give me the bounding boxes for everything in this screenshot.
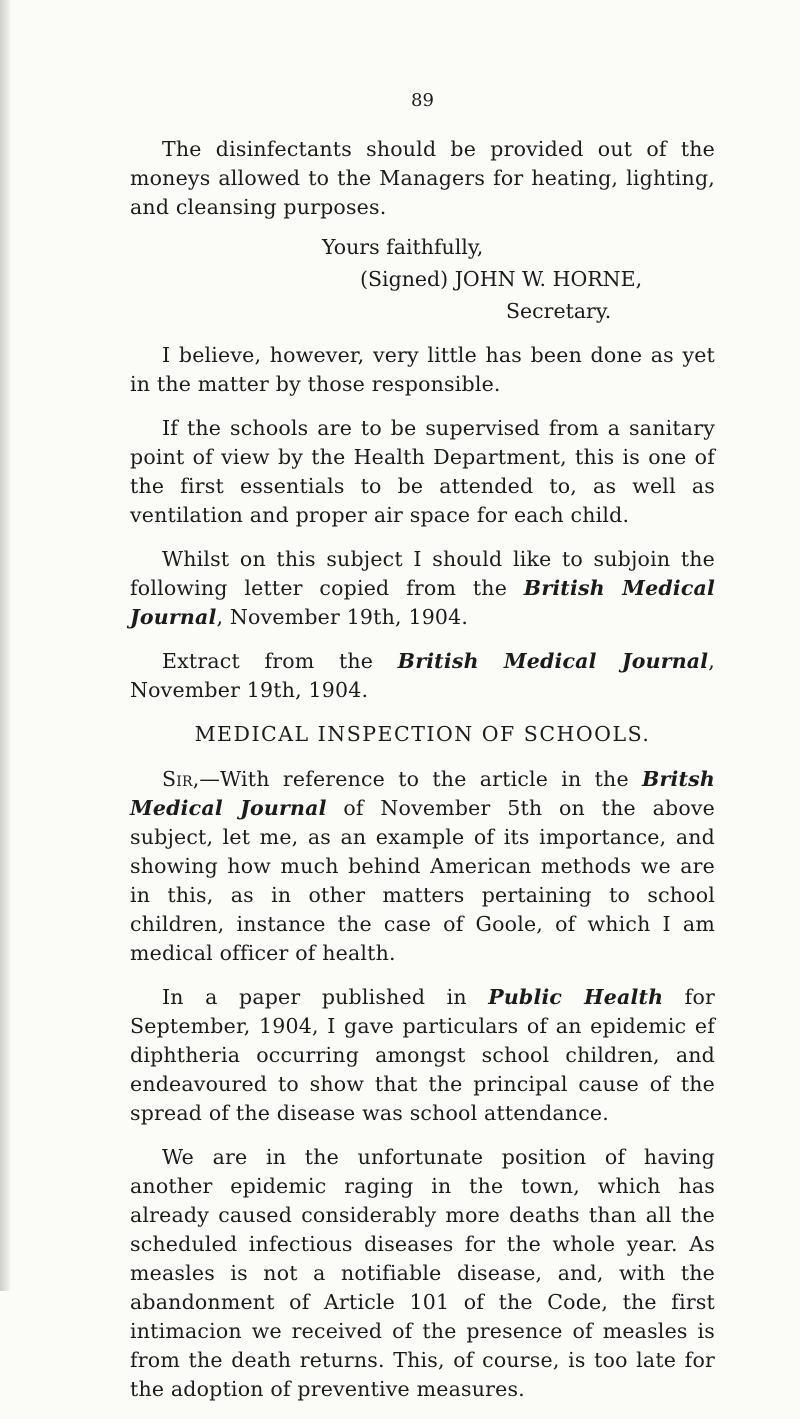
paragraph-paper (130, 983, 715, 1128)
page-number: 89 (411, 90, 434, 111)
document-page (130, 86, 715, 1419)
journal-title: Public Health (488, 985, 664, 1009)
text: ,—With reference to the article in the (192, 767, 642, 791)
journal-title: British Medical Journal (130, 576, 715, 629)
text: of November 5th on the above subject, let me, as an example of its importance, and showing how much behind American methods we are in this, as in other matters pertaining to school children, instance the case of Goole, of which I am medical officer of health. (130, 796, 715, 965)
paragraph-believe: I believe, however, very little has been done as yet in the matter by those responsible. (130, 343, 715, 396)
text: Extract from the (162, 649, 398, 673)
journal-title: Britsh Medical Journal (130, 767, 715, 820)
page-edge-shadow (0, 0, 10, 1291)
paragraph-measles: We are in the unfortunate position of having another epidemic raging in the town, which has already caused considerably more deaths than all the scheduled infectious diseases for the whole year. As measles is not a notifiable disease, and, with the abandonment of Article 101 of the Code, the first intimacion we received of the presence of measles is from the death returns. This, of course, is too late for the adoption of preventive measures. (130, 1145, 715, 1401)
paragraph-extract (130, 647, 715, 705)
signature-title: Secretary. (506, 299, 612, 323)
salutation: Sir (162, 767, 193, 791)
letter-signature-block (130, 231, 715, 327)
signature-line: (Signed) JOHN W. HORNE, (360, 267, 643, 291)
text: Whilst on this subject I should like to subjoin the following letter copied from the (130, 547, 715, 600)
paragraph-whilst (130, 545, 715, 632)
paragraph-sir (130, 765, 715, 968)
text: In a paper published in (162, 985, 489, 1009)
paragraph-disinfectants: The disinfectants should be provided out of the moneys allowed to the Managers for heating, lighting, and cleansing purposes. (130, 137, 715, 219)
text: , November 19th, 1904. (130, 649, 715, 702)
text: , November 19th, 1904. (216, 605, 469, 629)
closing-line: Yours faithfully, (322, 235, 484, 259)
journal-title: British Medical Journal (397, 649, 709, 673)
text: for September, 1904, I gave particulars of an epidemic ef diphtheria occurring amongst school children, and endeavoured to show that the principal cause of the spread of the disease was school attendance. (130, 985, 715, 1125)
paragraph-schools-supervised: If the schools are to be supervised from a sanitary point of view by the Health Department, this is one of the first essentials to be attended to, as well as ventilation and proper air space for each child. (130, 416, 715, 527)
section-heading: MEDICAL INSPECTION OF SCHOOLS. (194, 722, 651, 746)
